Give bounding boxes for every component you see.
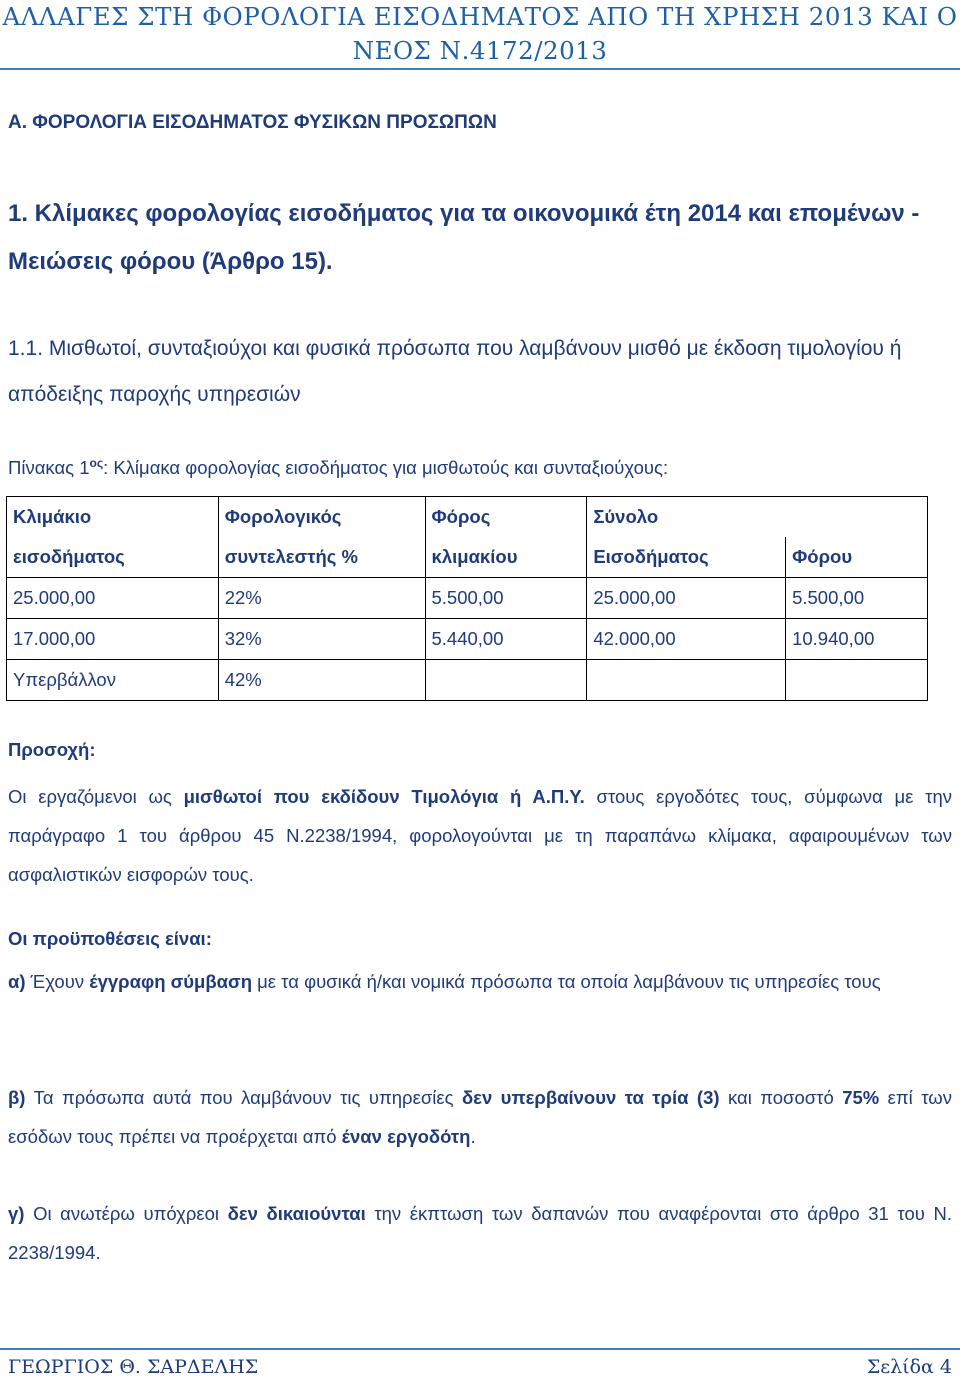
condition-g-text: Οι ανωτέρω υπόχρεοι <box>24 1203 228 1224</box>
condition-a <box>8 962 952 1001</box>
condition-g <box>8 1194 952 1272</box>
table-cell <box>786 660 928 701</box>
heading-1-1: 1.1. Μισθωτοί, συνταξιούχοι και φυσικά πρόσωπα που λαμβάνουν μισθό με έκδοση τιμολογίου ή απόδειξης παροχής υπηρεσιών <box>8 337 902 406</box>
condition-b-text-2: και ποσοστό <box>719 1087 843 1108</box>
table-header-row-2 <box>7 537 928 578</box>
col-subheader-total-tax: Φόρου <box>786 537 928 578</box>
section-a-heading: Α. ΦΟΡΟΛΟΓΙΑ ΕΙΣΟΔΗΜΑΤΟΣ ΦΥΣΙΚΩΝ ΠΡΟΣΩΠΩΝ <box>8 112 497 133</box>
condition-b-text-4: . <box>470 1126 476 1147</box>
tax-scale-table <box>6 496 928 701</box>
col-subheader-tax: κλιμακίου <box>425 537 587 578</box>
note-title: Προσοχή: <box>8 739 96 760</box>
table-cell: 5.500,00 <box>425 578 587 619</box>
table-cell: 5.500,00 <box>786 578 928 619</box>
table-cell: 42.000,00 <box>587 619 786 660</box>
table-row <box>7 619 928 660</box>
note-paragraph <box>8 777 952 894</box>
table-cell <box>425 660 587 701</box>
heading-1: 1. Κλίμακες φορολογίας εισοδήματος για τα οικονομικά έτη 2014 και επομένων - Μειώσεις φόρου (Άρθρο 15). <box>8 200 920 275</box>
page-number: Σελίδα 4 <box>866 1356 952 1378</box>
condition-g-text-rest: την έκπτωση των δαπανών που αναφέρονται στο άρθρο 31 του Ν. 2238/1994. <box>8 1203 952 1263</box>
table-caption-prefix: Πίνακας 1 <box>8 457 90 479</box>
header-line-2: ΝΕΟΣ Ν.4172/2013 <box>352 36 608 65</box>
header-line-1: ΑΛΛΑΓΕΣ ΣΤΗ ΦΟΡΟΛΟΓΙΑ ΕΙΣΟΔΗΜΑΤΟΣ ΑΠΟ ΤΗ ΧΡΗΣΗ 2013 ΚΑΙ Ο <box>2 2 958 31</box>
footer-divider <box>0 1348 960 1350</box>
condition-b-bold-2: 75% <box>842 1087 880 1108</box>
condition-g-label: γ) <box>8 1203 25 1224</box>
condition-b-text-3: επί των εσόδων τους πρέπει να προέρχεται από <box>8 1087 952 1147</box>
note-text-rest: στους εργοδότες τους, σύμφωνα με την παράγραφο 1 του άρθρου 45 Ν.2238/1994, φορολογούνται με τη παραπάνω κλίμακα, αφαιρουμένων των ασφαλιστικών εισφορών τους. <box>8 786 952 885</box>
table-cell: 25.000,00 <box>587 578 786 619</box>
table-row <box>7 660 928 701</box>
col-header-rate: Φορολογικός <box>218 497 425 538</box>
table-cell: 22% <box>218 578 425 619</box>
col-subheader-rate: συντελεστής % <box>218 537 425 578</box>
footer-author: ΓΕΩΡΓΙΟΣ Θ. ΣΑΡΔΕΛΗΣ <box>8 1356 259 1378</box>
condition-a-bold: έγγραφη σύμβαση <box>89 971 252 992</box>
col-subheader-total-income: Εισοδήματος <box>587 537 786 578</box>
col-header-tax: Φόρος <box>425 497 587 538</box>
header-divider <box>0 68 960 70</box>
condition-a-text-rest: με τα φυσικά ή/και νομικά πρόσωπα τα οποία λαμβάνουν τις υπηρεσίες τους <box>252 971 881 992</box>
condition-b-text: Τα πρόσωπα αυτά που λαμβάνουν τις υπηρεσίες <box>25 1087 462 1108</box>
table-cell: 10.940,00 <box>786 619 928 660</box>
table-cell: 5.440,00 <box>425 619 587 660</box>
table-caption-text: : Κλίμακα φορολογίας εισοδήματος για μισθωτούς και συνταξιούχους: <box>103 457 669 479</box>
condition-a-label: α) <box>8 971 26 992</box>
table-caption-sup: ος <box>89 456 104 470</box>
condition-b-label: β) <box>8 1087 26 1108</box>
col-header-total: Σύνολο <box>587 497 928 538</box>
condition-a-text: Έχουν <box>25 971 90 992</box>
condition-b-bold-1: δεν υπερβαίνουν τα τρία (3) <box>461 1087 720 1108</box>
table-cell: 32% <box>218 619 425 660</box>
conditions-title: Οι προϋποθέσεις είναι: <box>8 928 212 949</box>
note-bold-text: μισθωτοί που εκδίδουν Τιμολόγια ή Α.Π.Υ. <box>183 786 585 807</box>
table-cell: Υπερβάλλον <box>7 660 219 701</box>
table-row <box>7 578 928 619</box>
condition-b <box>8 1078 952 1156</box>
table-header-row-1 <box>7 497 928 538</box>
table-cell <box>587 660 786 701</box>
table-cell: 17.000,00 <box>7 619 219 660</box>
condition-b-bold-3: έναν εργοδότη <box>341 1126 471 1147</box>
page-footer <box>0 1352 960 1385</box>
table-caption <box>8 456 952 479</box>
table-cell: 25.000,00 <box>7 578 219 619</box>
table-cell: 42% <box>218 660 425 701</box>
col-header-bracket: Κλιμάκιο <box>7 497 219 538</box>
condition-g-bold: δεν δικαιούνται <box>227 1203 366 1224</box>
note-text: Οι εργαζόμενοι ως <box>8 786 184 807</box>
col-subheader-bracket: εισοδήματος <box>7 537 219 578</box>
running-header <box>0 0 960 68</box>
